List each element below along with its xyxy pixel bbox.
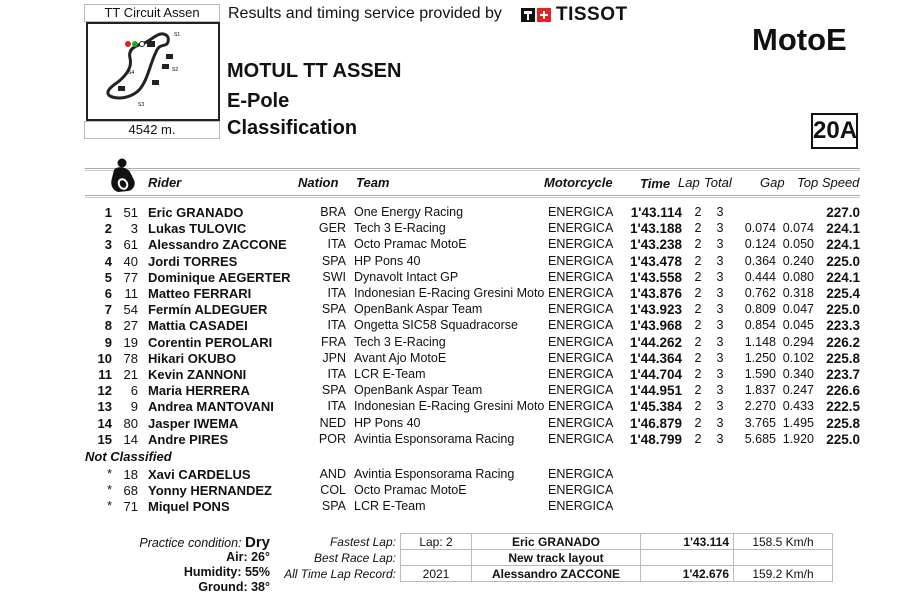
position: 8 xyxy=(104,318,112,334)
rider-number: 9 xyxy=(130,399,138,415)
best-lap: 2 xyxy=(694,334,702,349)
rider-number: 3 xyxy=(130,221,138,237)
column-header-motorcycle: Motorcycle xyxy=(544,175,613,190)
nation: FRA xyxy=(321,334,346,349)
position: 10 xyxy=(97,350,112,366)
nation: SPA xyxy=(321,253,346,268)
team-name: Avant Ajo MotoE xyxy=(354,350,447,365)
total-laps: 3 xyxy=(716,318,724,333)
position: 4 xyxy=(104,253,112,269)
rider-name: Hikari OKUBO xyxy=(148,350,237,366)
top-speed: 227.0 xyxy=(826,205,860,220)
rider-name: Corentin PEROLARI xyxy=(148,334,273,350)
humidity: Humidity: 55% xyxy=(183,565,270,579)
header-divider xyxy=(85,195,860,196)
rider-name: Mattia CASADEI xyxy=(148,318,248,334)
lap-summary-row xyxy=(280,534,833,550)
rider-name: Fermín ALDEGUER xyxy=(148,302,268,318)
nation: ITA xyxy=(327,318,346,333)
total-laps: 3 xyxy=(716,415,724,430)
gap-to-first: 1.837 xyxy=(744,383,776,398)
lap-summary-row xyxy=(280,550,833,566)
rider-name: Andre PIRES xyxy=(148,431,229,447)
track-conditions xyxy=(110,535,270,595)
best-time: 1'43.558 xyxy=(629,269,682,285)
best-time: 1'44.262 xyxy=(629,334,682,350)
table-row xyxy=(0,383,900,399)
rider-number: 27 xyxy=(123,318,138,334)
rider-number: 19 xyxy=(123,334,138,350)
total-laps: 3 xyxy=(716,253,724,268)
track-layout-icon xyxy=(88,24,218,119)
not-classified-title: Not Classified xyxy=(85,449,172,464)
lap-info: 2021 xyxy=(401,566,472,582)
team-name: LCR E-Team xyxy=(354,499,426,514)
table-row xyxy=(0,351,900,367)
nation: ITA xyxy=(327,399,346,414)
team-name: Avintia Esponsorama Racing xyxy=(354,467,515,481)
team-name: Octo Pramac MotoE xyxy=(354,237,467,252)
position: 6 xyxy=(104,286,112,301)
team-name: Indonesian E-Racing Gresini Moto xyxy=(354,399,545,414)
motorcycle: ENERGICA xyxy=(548,467,614,481)
gap-to-first: 1.250 xyxy=(744,350,776,365)
gap-to-previous: 0.102 xyxy=(782,350,814,365)
motorcycle: ENERGICA xyxy=(548,286,614,300)
best-lap: 2 xyxy=(694,350,702,365)
column-header-nation: Nation xyxy=(298,175,339,190)
gap-to-previous: 0.340 xyxy=(782,367,814,381)
gap-to-previous: 0.045 xyxy=(782,318,814,333)
nation: SPA xyxy=(321,383,346,398)
sector-label: S1 xyxy=(174,32,181,38)
header-divider xyxy=(85,197,860,198)
rider-number: 6 xyxy=(130,383,138,399)
rider-name: Lukas TULOVIC xyxy=(148,221,247,237)
team-name: OpenBank Aspar Team xyxy=(354,302,483,317)
rider-number: 80 xyxy=(123,415,138,431)
gap-to-previous: 1.920 xyxy=(782,431,814,446)
top-speed: 222.5 xyxy=(826,399,860,415)
circuit-name: TT Circuit Assen xyxy=(84,4,220,22)
nation: ITA xyxy=(327,237,346,252)
gap-to-first: 1.590 xyxy=(744,367,776,381)
lap-info xyxy=(401,550,472,566)
rider-number: 14 xyxy=(123,431,138,447)
motorcycle-rider-icon xyxy=(108,158,140,194)
best-time: 1'43.238 xyxy=(629,237,682,253)
best-lap: 2 xyxy=(694,253,702,268)
gap-to-previous: 0.294 xyxy=(782,334,814,349)
nation: AND xyxy=(319,467,346,481)
rider-name: Alessandro ZACCONE xyxy=(148,237,287,253)
rider-number: 54 xyxy=(123,302,138,318)
team-name: HP Pons 40 xyxy=(354,253,421,268)
motorcycle: ENERGICA xyxy=(548,383,614,398)
nation: NED xyxy=(319,415,346,430)
tissot-wordmark: TISSOT xyxy=(556,4,628,25)
total-laps: 3 xyxy=(716,302,724,317)
table-row xyxy=(0,335,900,351)
column-header-time: Time xyxy=(640,176,671,191)
column-header-team: Team xyxy=(356,175,390,190)
top-speed: 224.1 xyxy=(826,269,860,285)
motorcycle: ENERGICA xyxy=(548,431,614,446)
position: 7 xyxy=(104,302,112,318)
category-title: MotoE xyxy=(752,22,847,57)
table-row xyxy=(0,221,900,237)
gap-to-previous: 0.050 xyxy=(782,237,814,252)
lap-info: Lap: 2 xyxy=(401,534,472,550)
total-laps: 3 xyxy=(716,269,724,284)
rider-name: Miquel PONS xyxy=(148,499,230,515)
motorcycle: ENERGICA xyxy=(548,302,614,317)
team-name: Indonesian E-Racing Gresini Moto xyxy=(354,286,545,300)
rider-name: Jasper IWEMA xyxy=(148,415,239,431)
top-speed: 225.8 xyxy=(826,350,860,366)
team-name: Tech 3 E-Racing xyxy=(354,221,446,236)
top-speed: 225.8 xyxy=(826,415,860,431)
team-name: Avintia Esponsorama Racing xyxy=(354,431,515,446)
nation: COL xyxy=(320,483,346,498)
position: 1 xyxy=(104,205,112,220)
position: 9 xyxy=(104,334,112,350)
position: 14 xyxy=(97,415,112,431)
team-name: One Energy Racing xyxy=(354,205,464,219)
gap-to-first: 3.765 xyxy=(744,415,776,430)
column-header-top-speed: Top Speed xyxy=(797,175,860,190)
provided-by-text: Results and timing service provided by xyxy=(228,5,502,22)
nation: GER xyxy=(318,221,346,236)
best-time: 1'44.951 xyxy=(629,383,682,399)
rider-number: 68 xyxy=(123,483,138,499)
best-time: 1'43.876 xyxy=(629,286,682,301)
tissot-t-icon xyxy=(521,8,535,22)
best-lap: 2 xyxy=(694,286,702,300)
rider-name: Xavi CARDELUS xyxy=(148,467,251,482)
best-lap: 2 xyxy=(694,431,702,446)
rider-name: Kevin ZANNONI xyxy=(148,367,247,382)
position: 12 xyxy=(97,383,112,399)
nation: SPA xyxy=(321,499,346,514)
gap-to-first: 0.809 xyxy=(744,302,776,317)
gap-to-previous: 0.080 xyxy=(782,269,814,284)
nation: SWI xyxy=(322,269,346,284)
column-header-gap: Gap xyxy=(760,175,785,190)
best-time: 1'44.364 xyxy=(629,350,682,366)
rider-name: Eric GRANADO xyxy=(148,205,244,220)
total-laps: 3 xyxy=(716,350,724,365)
gap-to-previous: 0.433 xyxy=(782,399,814,414)
sector-label: S2 xyxy=(172,67,179,73)
nation: ITA xyxy=(327,367,346,381)
total-laps: 3 xyxy=(716,221,724,236)
gap-to-first: 0.444 xyxy=(744,269,776,284)
best-time: 1'45.384 xyxy=(629,399,682,415)
team-name: Octo Pramac MotoE xyxy=(354,483,467,498)
team-name: Ongetta SIC58 Squadracorse xyxy=(354,318,518,333)
best-lap: 2 xyxy=(694,383,702,398)
rider-name: Yonny HERNANDEZ xyxy=(148,483,272,499)
position: 13 xyxy=(97,399,112,415)
best-lap: 2 xyxy=(694,221,702,236)
rider-number: 21 xyxy=(123,367,138,382)
practice-condition-value: Dry xyxy=(244,534,270,551)
total-laps: 3 xyxy=(716,334,724,349)
rider-name: Maria HERRERA xyxy=(148,383,250,399)
not-classified-mark: * xyxy=(107,483,112,498)
best-lap: 2 xyxy=(694,318,702,333)
motorcycle: ENERGICA xyxy=(548,499,614,514)
gap-to-first: 5.685 xyxy=(744,431,776,446)
rider-number: 61 xyxy=(123,237,138,253)
header-divider xyxy=(85,168,860,169)
sector-label: S3 xyxy=(138,102,145,108)
best-time: 1'43.114 xyxy=(630,205,682,220)
motorcycle: ENERGICA xyxy=(548,205,614,219)
lap-speed: 158.5 Km/h xyxy=(734,534,833,550)
gap-to-first: 1.148 xyxy=(744,334,776,349)
lap-speed: 159.2 Km/h xyxy=(734,566,833,582)
nation: POR xyxy=(318,431,346,446)
total-laps: 3 xyxy=(716,383,724,398)
best-lap: 2 xyxy=(694,237,702,252)
gap-to-previous: 0.047 xyxy=(782,302,814,317)
gap-to-previous: 0.240 xyxy=(782,253,814,268)
rider-name: Dominique AEGERTER xyxy=(148,269,291,285)
document-number: 20A xyxy=(811,113,858,149)
gap-to-first: 0.854 xyxy=(744,318,776,333)
motorcycle: ENERGICA xyxy=(548,253,614,268)
table-row xyxy=(0,286,900,302)
top-speed: 223.3 xyxy=(826,318,860,334)
rider-number: 71 xyxy=(123,499,138,515)
best-time: 1'43.923 xyxy=(629,302,682,318)
total-laps: 3 xyxy=(716,399,724,414)
rider-number: 51 xyxy=(123,205,138,220)
top-speed: 225.0 xyxy=(826,253,860,269)
position: 3 xyxy=(104,237,112,253)
gap-to-first: 0.074 xyxy=(744,221,776,236)
motorcycle: ENERGICA xyxy=(548,318,614,333)
gap-to-previous: 1.495 xyxy=(782,415,814,430)
team-name: LCR E-Team xyxy=(354,367,426,381)
table-row xyxy=(0,499,900,515)
table-row xyxy=(0,302,900,318)
circuit-length: 4542 m. xyxy=(84,121,220,139)
sector-label: S4 xyxy=(128,70,135,76)
lap-time: 1'43.114 xyxy=(641,534,734,550)
gap-to-first: 2.270 xyxy=(744,399,776,414)
best-lap: 2 xyxy=(694,367,702,381)
best-time: 1'43.478 xyxy=(629,253,682,269)
table-row xyxy=(0,416,900,432)
table-row xyxy=(0,254,900,270)
lap-summary-label: Best Race Lap: xyxy=(313,550,396,565)
table-row xyxy=(0,467,900,483)
team-name: Tech 3 E-Racing xyxy=(354,334,446,349)
rider-number: 40 xyxy=(123,253,138,269)
lap-summary-label: All Time Lap Record: xyxy=(284,566,396,581)
lap-summary-label: Fastest Lap: xyxy=(329,534,396,549)
total-laps: 3 xyxy=(716,367,724,381)
best-time: 1'43.968 xyxy=(629,318,682,334)
table-row xyxy=(0,237,900,253)
rider-number: 11 xyxy=(124,286,138,301)
best-time: 1'46.879 xyxy=(629,415,682,431)
column-header-rider: Rider xyxy=(148,175,182,190)
ground-temperature: Ground: 38° xyxy=(198,580,270,594)
rider-name: Jordi TORRES xyxy=(148,253,238,269)
motorcycle: ENERGICA xyxy=(548,221,614,236)
table-row xyxy=(0,432,900,448)
best-time: 1'48.799 xyxy=(629,431,682,447)
lap-time: 1'42.676 xyxy=(641,566,734,582)
rider-name: Matteo FERRARI xyxy=(148,286,252,301)
table-row xyxy=(0,270,900,286)
top-speed: 225.4 xyxy=(826,286,860,301)
nation: JPN xyxy=(322,350,346,365)
best-lap: 2 xyxy=(694,205,702,219)
lap-rider: Alessandro ZACCONE xyxy=(472,566,641,582)
motorcycle: ENERGICA xyxy=(548,415,614,430)
team-name: HP Pons 40 xyxy=(354,415,421,430)
rider-number: 18 xyxy=(123,467,138,482)
total-laps: 3 xyxy=(716,431,724,446)
lap-speed xyxy=(734,550,833,566)
best-time: 1'44.704 xyxy=(629,367,682,382)
motorcycle: ENERGICA xyxy=(548,269,614,284)
best-time: 1'43.188 xyxy=(629,221,682,237)
position: 2 xyxy=(104,221,112,237)
gap-to-previous: 0.074 xyxy=(782,221,814,236)
header-divider xyxy=(85,170,860,171)
table-row xyxy=(0,367,900,383)
position: 11 xyxy=(98,367,112,382)
table-row xyxy=(0,318,900,334)
motorcycle: ENERGICA xyxy=(548,483,614,498)
rider-name: Andrea MANTOVANI xyxy=(148,399,274,415)
document-type: Classification xyxy=(227,117,358,139)
table-row xyxy=(0,483,900,499)
column-header-lap: Lap xyxy=(678,175,700,190)
table-row xyxy=(0,205,900,221)
motorcycle: ENERGICA xyxy=(548,367,614,381)
column-header-total: Total xyxy=(704,175,732,190)
gap-to-first: 0.124 xyxy=(744,237,776,252)
lap-time xyxy=(641,550,734,566)
lap-summary-row xyxy=(280,566,833,582)
lap-rider: Eric GRANADO xyxy=(472,534,641,550)
total-laps: 3 xyxy=(716,286,724,300)
top-speed: 225.0 xyxy=(826,302,860,318)
total-laps: 3 xyxy=(716,237,724,252)
best-lap: 2 xyxy=(694,415,702,430)
lap-summary-table xyxy=(280,533,833,582)
motorcycle: ENERGICA xyxy=(548,237,614,252)
rider-number: 78 xyxy=(123,350,138,366)
total-laps: 3 xyxy=(716,205,724,219)
nation: BRA xyxy=(320,205,346,219)
position: 5 xyxy=(104,269,112,285)
top-speed: 224.1 xyxy=(826,237,860,253)
table-row xyxy=(0,399,900,415)
position: 15 xyxy=(97,431,112,447)
top-speed: 223.7 xyxy=(826,367,860,382)
air-temperature: Air: 26° xyxy=(226,550,270,564)
best-lap: 2 xyxy=(694,302,702,317)
practice-condition-label: Practice condition: xyxy=(139,536,242,550)
gap-to-previous: 0.318 xyxy=(782,286,814,300)
motorcycle: ENERGICA xyxy=(548,350,614,365)
event-title: MOTUL TT ASSEN xyxy=(227,60,402,82)
circuit-map xyxy=(86,22,220,121)
swiss-cross-icon xyxy=(537,8,551,22)
gap-to-previous: 0.247 xyxy=(782,383,814,398)
not-classified-mark: * xyxy=(107,499,112,514)
tissot-logo xyxy=(521,6,628,24)
lap-rider: New track layout xyxy=(472,550,641,566)
top-speed: 226.2 xyxy=(826,334,860,350)
gap-to-first: 0.762 xyxy=(744,286,776,300)
team-name: Dynavolt Intact GP xyxy=(354,269,459,284)
top-speed: 224.1 xyxy=(826,221,860,237)
best-lap: 2 xyxy=(694,399,702,414)
gap-to-first: 0.364 xyxy=(744,253,776,268)
motorcycle: ENERGICA xyxy=(548,399,614,414)
nation: SPA xyxy=(321,302,346,317)
best-lap: 2 xyxy=(694,269,702,284)
team-name: OpenBank Aspar Team xyxy=(354,383,483,398)
top-speed: 225.0 xyxy=(826,431,860,447)
nation: ITA xyxy=(327,286,346,300)
motorcycle: ENERGICA xyxy=(548,334,614,349)
session-title: E-Pole xyxy=(227,90,290,112)
not-classified-mark: * xyxy=(107,467,112,481)
top-speed: 226.6 xyxy=(826,383,860,399)
rider-number: 77 xyxy=(123,269,138,285)
